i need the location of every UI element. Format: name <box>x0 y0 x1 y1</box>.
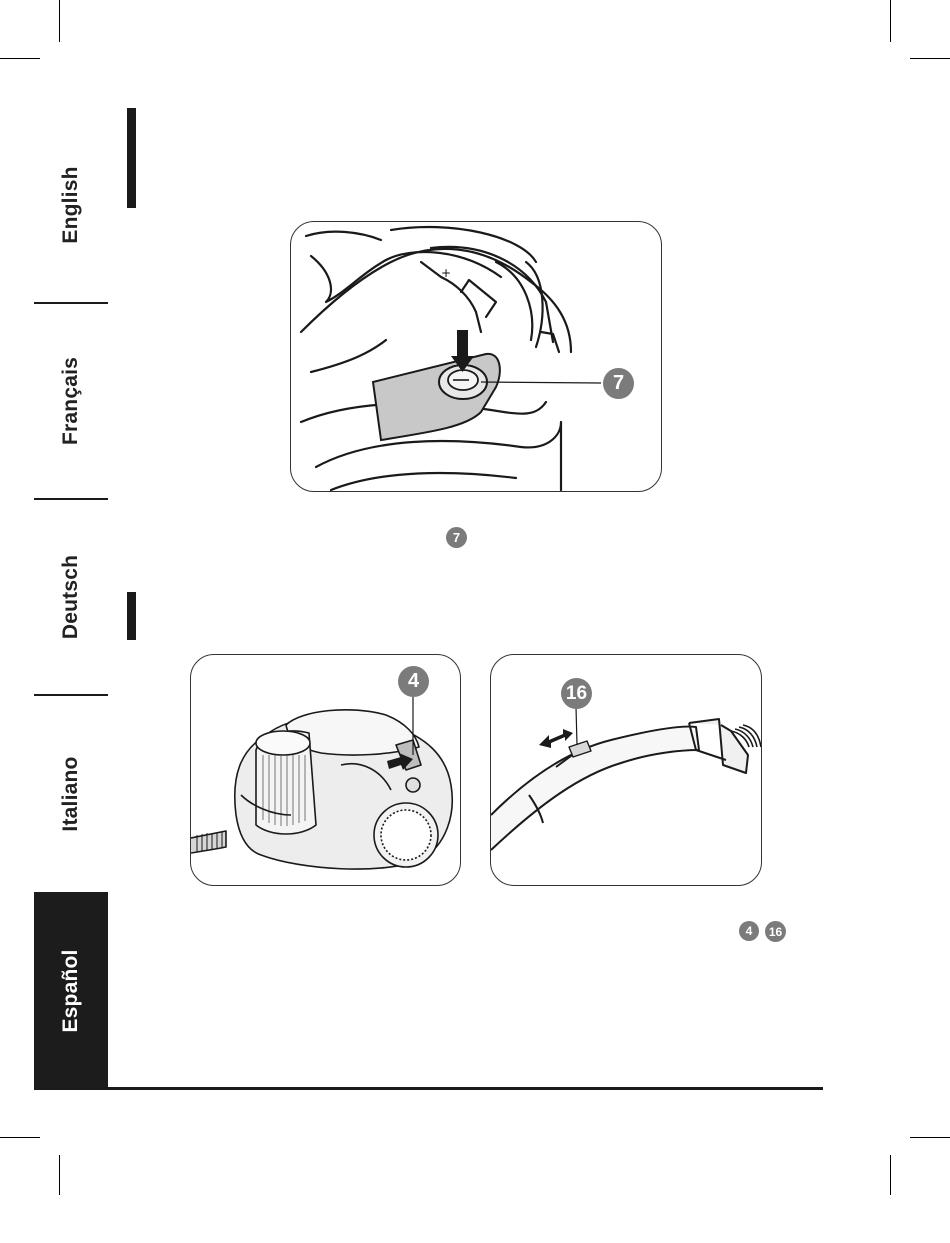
crop-mark <box>890 0 891 42</box>
bottom-rule <box>34 1087 823 1090</box>
figure-power-dial <box>290 221 662 492</box>
lang-tab-label: Français <box>59 356 82 445</box>
section-marker <box>127 592 136 640</box>
lang-tab-label: Español <box>59 949 82 1033</box>
power-dial-illustration <box>291 222 661 491</box>
slide-arrow <box>539 729 573 748</box>
crop-mark <box>0 1137 40 1138</box>
lang-tab-label: English <box>59 166 82 244</box>
crop-mark <box>910 58 950 59</box>
lang-tab-english[interactable] <box>34 110 108 300</box>
figure-hose-handle <box>490 654 762 886</box>
lang-tab-deutsch[interactable] <box>34 500 108 693</box>
inline-ref-16: 16 <box>765 921 786 942</box>
figure-cyclone-unit <box>190 654 461 886</box>
lang-tab-label: Deutsch <box>59 554 82 639</box>
callout-7: 7 <box>603 368 634 399</box>
lang-tab-francais[interactable] <box>34 304 108 497</box>
dial-panel <box>373 354 500 440</box>
plus-mark: + <box>441 266 452 280</box>
section-marker <box>127 108 136 208</box>
crop-mark <box>910 1137 950 1138</box>
lang-tab-italiano[interactable] <box>34 696 108 891</box>
callout-16: 16 <box>561 678 592 709</box>
crop-mark <box>59 1155 60 1195</box>
crop-mark <box>59 0 60 42</box>
crop-mark <box>0 58 40 59</box>
callout-4: 4 <box>398 666 429 697</box>
lang-tab-espanol[interactable] <box>34 892 108 1090</box>
hose-handle-illustration <box>491 655 761 885</box>
lang-tab-label: Italiano <box>59 755 82 832</box>
inline-ref-7: 7 <box>446 527 467 548</box>
inline-ref-4: 4 <box>739 921 759 941</box>
crop-mark <box>890 1155 891 1195</box>
